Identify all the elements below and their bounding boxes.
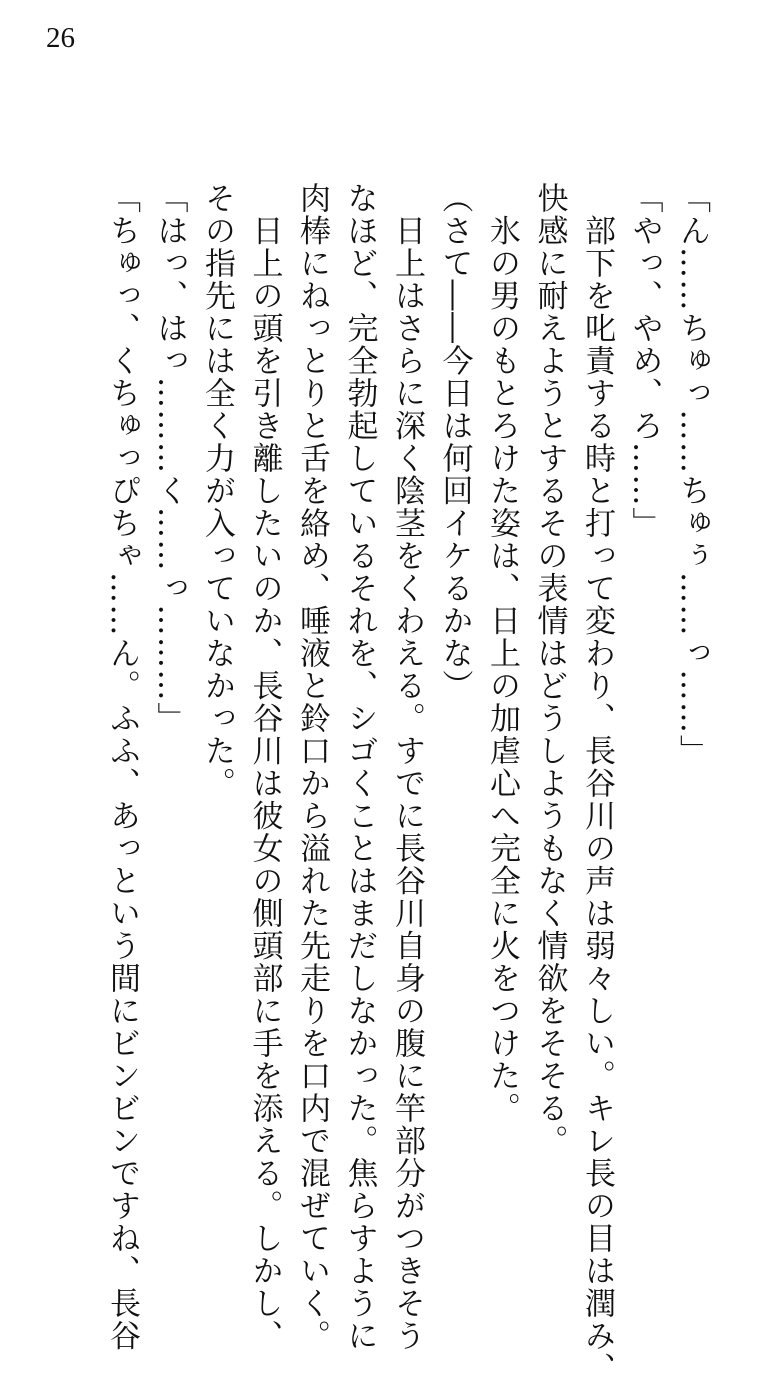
text-line-13: 「ちゅっ、くちゅっぴちゃ……ん。ふふ、あっという間にビンビンですね、長谷	[104, 182, 140, 1352]
text-line-7: 日上はさらに深く陰茎をくわえる。すでに長谷川自身の腹に竿部分がつきそう	[389, 182, 425, 1352]
text-line-2: 「やっ、やめ、ろ……」	[626, 182, 663, 540]
text-line-8: なほど、完全勃起しているそれを、シゴくことはまだしなかった。焦らすように	[341, 182, 378, 1352]
text-line-9: 肉棒にねっとりと舌を絡め、唾液と鈴口から溢れた先走りを口内で混ぜていく。	[294, 182, 330, 1352]
vertical-text-body	[98, 182, 716, 1385]
text-line-4: 快感に耐えようとするその表情はどうしようもなく情欲をそそる。	[531, 182, 568, 1157]
text-line-10: 日上の頭を引き離したいのか、長谷川は彼女の側頭部に手を添える。しかし、	[246, 182, 283, 1352]
text-line-12: 「はっ、はっ………く……っ………」	[151, 182, 188, 735]
text-line-3: 部下を叱責する時と打って変わり、長谷川の声は弱々しい。キレ長の目は潤み、	[579, 182, 615, 1385]
page-number: 26	[46, 22, 75, 54]
text-line-5: 氷の男のもとろけた姿は、日上の加虐心へ完全に火をつけた。	[484, 182, 520, 1125]
text-line-1: 「ん……ちゅっ……ちゅぅ……っ……」	[674, 182, 710, 767]
text-line-6: （さて――今日は何回イケるかな）	[436, 182, 473, 702]
text-line-11: その指先には全く力が入っていなかった。	[199, 182, 235, 800]
